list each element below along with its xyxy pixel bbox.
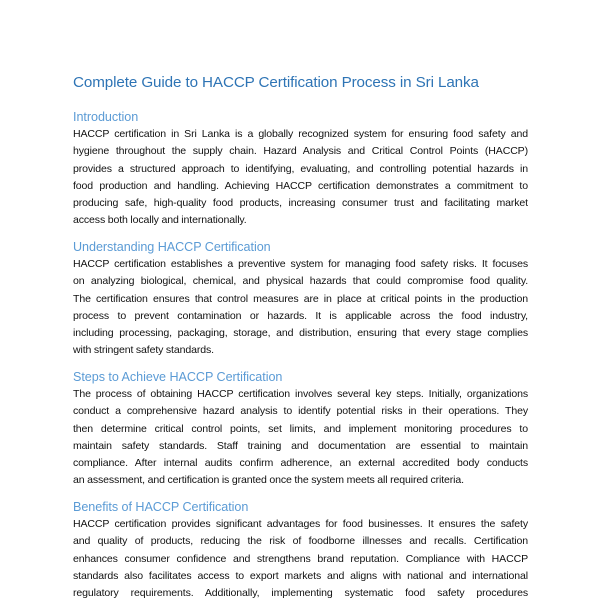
paragraph-line: maintain safety standards. Staff training and documentation are essential to maintain [73, 439, 528, 452]
paragraph-line: and quality of products, reducing the risk of foodborne illnesses and recalls. Certification [73, 535, 528, 548]
section-heading: Introduction [73, 110, 139, 124]
paragraph-line: HACCP certification establishes a preventive system for managing food safety risks. It focuses [73, 258, 528, 270]
section-benefits [73, 498, 528, 602]
paragraph-line: process to prevent contamination or hazards. It is applicable across the food industry, [73, 309, 528, 322]
document-title: Complete Guide to HACCP Certification Process in Sri Lanka [73, 74, 479, 91]
paragraph-line: an assessment, and certification is granted once the system meets all required criteria. [73, 474, 464, 487]
paragraph-line: HACCP certification provides significant advantages for food businesses. It ensures the safety [73, 518, 528, 530]
paragraph-line: then determine critical control points, set limits, and implement monitoring procedures to [73, 422, 528, 435]
paragraph-line: standards also facilitates access to export markets and aligns with national and international [73, 569, 528, 582]
section-paragraph [73, 256, 528, 360]
paragraph-line: enhances consumer confidence and strengthens brand reputation. Compliance with HACCP [73, 552, 528, 565]
section-paragraph [73, 516, 528, 602]
section-understanding [73, 238, 528, 360]
paragraph-line: food production and handling. Achieving HACCP certification demonstrates a commitment to [73, 179, 528, 192]
paragraph-line: on analyzing biological, chemical, and physical hazards that could compromise food quality. [73, 275, 528, 288]
paragraph-line: The certification ensures that control measures are in place at critical points in the production [73, 292, 528, 305]
paragraph-line: conduct a comprehensive hazard analysis to identify potential risks in their operations. They [73, 405, 528, 418]
paragraph-line: compliance. After internal audits confirm adherence, an external accredited body conducts [73, 457, 528, 470]
paragraph-line: hygiene throughout the supply chain. Hazard Analysis and Critical Control Points (HACCP) [73, 145, 528, 158]
section-steps [73, 368, 528, 490]
section-heading: Understanding HACCP Certification [73, 240, 271, 254]
paragraph-line: access both locally and internationally. [73, 214, 247, 227]
paragraph-line: regulatory requirements. Additionally, implementing systematic food safety procedures [73, 587, 528, 600]
section-paragraph [73, 126, 528, 230]
paragraph-line: HACCP certification in Sri Lanka is a globally recognized system for ensuring food safety and [73, 128, 528, 140]
paragraph-line: with stringent safety standards. [73, 344, 214, 357]
paragraph-line: including processing, packaging, storage, and distribution, ensuring that every stage complies [73, 327, 528, 340]
section-paragraph [73, 386, 528, 490]
section-heading: Steps to Achieve HACCP Certification [73, 370, 283, 384]
paragraph-line: The process of obtaining HACCP certification involves several key steps. Initially, organizations [73, 388, 528, 400]
section-introduction [73, 108, 528, 230]
paragraph-line: producing safe, high-quality food products, increasing consumer trust and facilitating market [73, 197, 528, 210]
section-heading: Benefits of HACCP Certification [73, 500, 249, 514]
paragraph-line: provides a structured approach to identifying, evaluating, and controlling potential hazards in [73, 162, 528, 175]
